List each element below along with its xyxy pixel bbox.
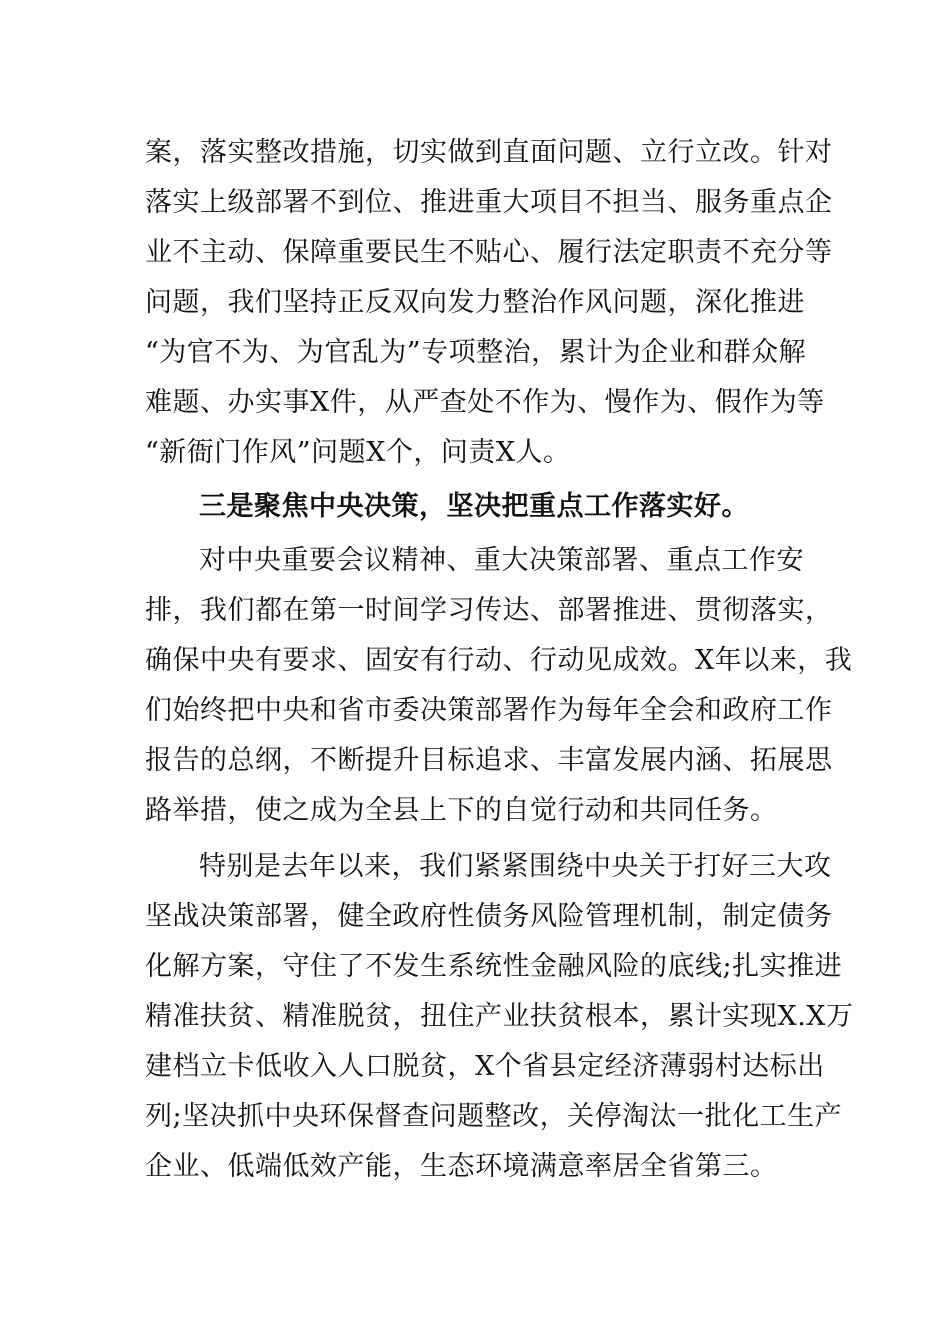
paragraph-line: 企业、低端低效产能，生态环境满意率居全省第三。: [145, 1151, 778, 1182]
paragraph-line: 落实上级部署不到位、推进重大项目不担当、服务重点企: [145, 187, 833, 218]
paragraph-3: [145, 842, 854, 1192]
paragraph-line: 确保中央有要求、固安有行动、行动见成效。X年以来，我: [145, 645, 853, 676]
paragraph-line: 们始终把中央和省市委决策部署作为每年全会和政府工作: [145, 695, 833, 726]
paragraph-line: 坚战决策部署，健全政府性债务风险管理机制，制定债务: [145, 901, 833, 932]
paragraph-line: 问题，我们坚持正反双向发力整治作风问题，深化推进: [145, 287, 805, 318]
section-heading: 三是聚焦中央决策，坚决把重点工作落实好。: [199, 491, 749, 522]
paragraph-line: “新衙门作风”问题X个，问责X人。: [145, 437, 571, 468]
paragraph-line: 业不主动、保障重要民生不贴心、履行法定职责不充分等: [145, 237, 833, 268]
paragraph-line: 特别是去年以来，我们紧紧围绕中央关于打好三大攻: [199, 851, 832, 882]
document-body: [145, 128, 854, 1192]
paragraph-line: 路举措，使之成为全县上下的自觉行动和共同任务。: [145, 795, 778, 826]
paragraph-line: 列;坚决抓中央环保督查问题整改，关停淘汰一批化工生产: [145, 1101, 843, 1132]
paragraph-line: 对中央重要会议精神、重大决策部署、重点工作安: [199, 545, 804, 576]
paragraph-line: 化解方案，守住了不发生系统性金融风险的底线;扎实推进: [145, 951, 843, 982]
paragraph-1: [145, 128, 833, 478]
paragraph-line: 报告的总纲，不断提升目标追求、丰富发展内涵、拓展思: [145, 745, 833, 776]
paragraph-line: 难题、办实事X件，从严查处不作为、慢作为、假作为等: [145, 387, 825, 418]
paragraph-line: 精准扶贫、精准脱贫，扭住产业扶贫根本，累计实现X.X万: [145, 1001, 854, 1032]
paragraph-2: [145, 536, 853, 836]
paragraph-line: 排，我们都在第一时间学习传达、部署推进、贯彻落实，: [145, 595, 833, 626]
paragraph-line: 案，落实整改措施，切实做到直面问题、立行立改。针对: [145, 137, 833, 168]
paragraph-line: 建档立卡低收入人口脱贫，X个省县定经济薄弱村达标出: [145, 1051, 825, 1082]
paragraph-line: “为官不为、为官乱为”专项整治，累计为企业和群众解: [145, 337, 807, 368]
